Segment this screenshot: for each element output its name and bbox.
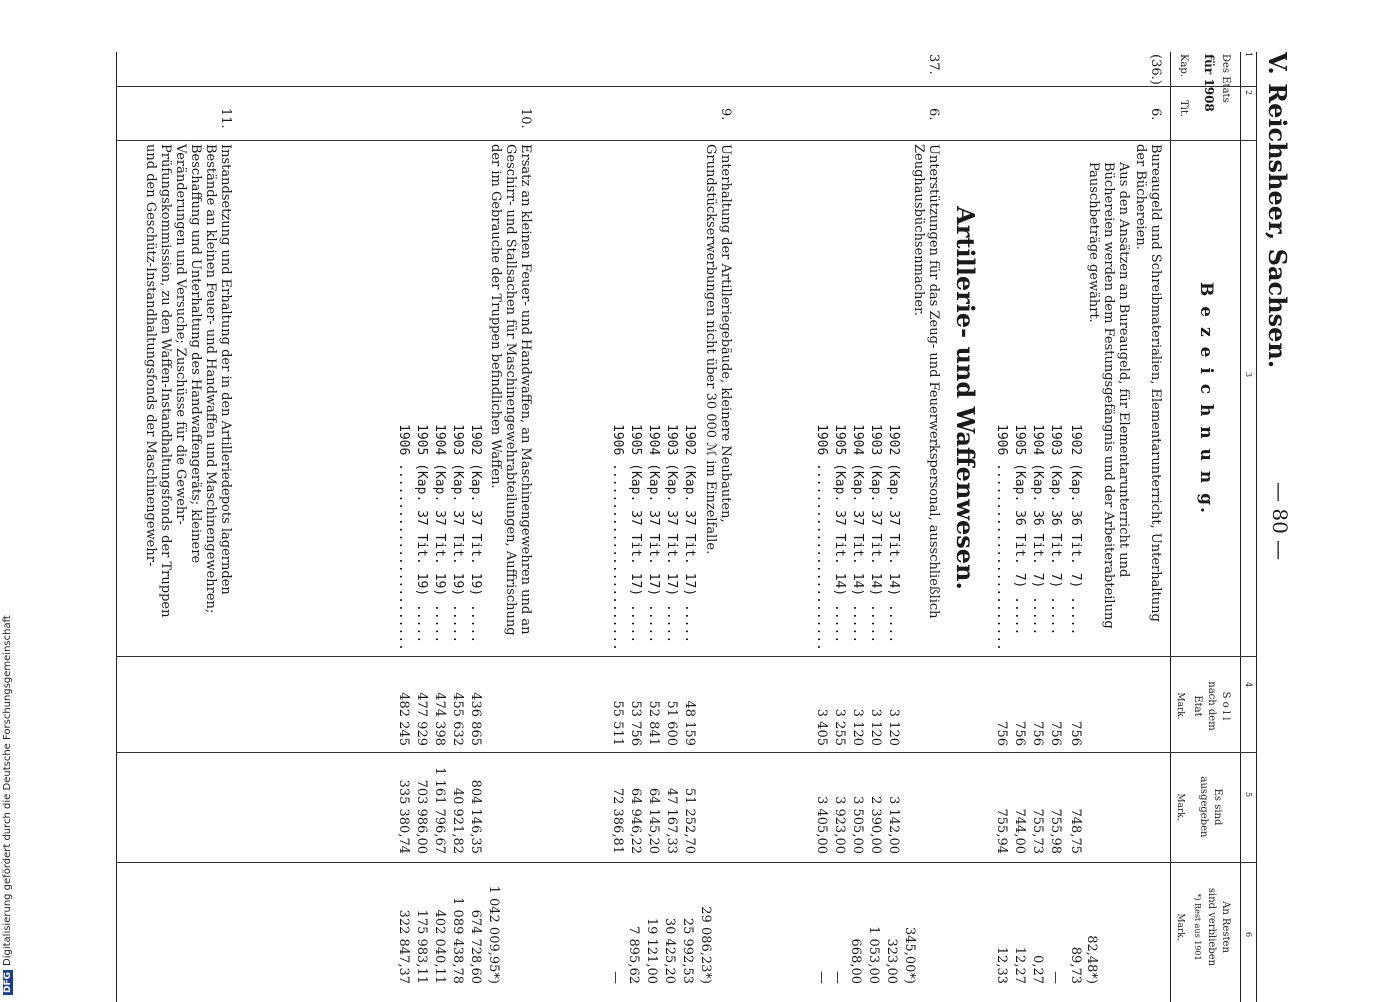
head-ausgegeben-2: ausgegeben xyxy=(1198,776,1209,838)
ausgegeben-value: 72 386,81 xyxy=(610,787,625,854)
dfg-logo: DFG xyxy=(3,971,13,993)
rest-value: 82,48*) xyxy=(1084,935,1099,984)
entry-row-year: 1905 (Kap. 37 Tit. 17) ..... xyxy=(628,424,643,644)
soll-value: 756 xyxy=(1012,721,1027,746)
rest-value: 1 089 438,78 xyxy=(450,897,465,984)
head-des-etats: Des Etats xyxy=(1220,54,1231,103)
rest-value: 345,00*) xyxy=(902,926,917,984)
entry-row-year: 1906 ........................ xyxy=(814,424,829,651)
soll-value: 756 xyxy=(1048,721,1063,746)
entry-tit: 11. xyxy=(218,108,233,129)
head-soll-3: Etat xyxy=(1192,695,1203,717)
rule-v-2 xyxy=(117,140,1257,141)
head-fuer-1908: für 1908 xyxy=(1202,54,1216,112)
entry-kap: (36.) xyxy=(1148,54,1163,85)
soll-value: 482 245 xyxy=(396,692,411,746)
col-num-5: 5 xyxy=(1244,792,1253,798)
rest-value: 12,27 xyxy=(1012,946,1027,984)
entry-description: Unterhaltung der Artilleriegebäude, kleinere Neubauten, Grundstückserwerbungen nicht über 30 000 ℳ im Einzelfalle. xyxy=(703,144,733,555)
soll-value: 3 120 xyxy=(868,708,883,746)
ausgegeben-value: 3 505,00 xyxy=(850,796,865,854)
soll-value: 48 159 xyxy=(682,700,697,746)
rule-v-3 xyxy=(117,656,1257,657)
ausgegeben-value: 3 142,00 xyxy=(886,796,901,854)
entry-row-year: 1905 (Kap. 36 Tit. 7) ..... xyxy=(1012,424,1027,636)
rest-value: 25 992,53 xyxy=(680,917,695,984)
entry-row-year: 1902 (Kap. 37 Tit. 19) ..... xyxy=(468,424,483,644)
soll-value: 436 865 xyxy=(468,692,483,746)
rest-value: 1 053,00 xyxy=(866,926,881,984)
rest-value: — xyxy=(608,971,623,984)
entry-row-year: 1903 (Kap. 37 Tit. 17) ..... xyxy=(664,424,679,644)
rest-value: 12,33 xyxy=(994,946,1009,984)
rotated-table-page xyxy=(113,52,1313,1002)
soll-value: 756 xyxy=(1068,721,1083,746)
rest-value: 674 728,60 xyxy=(468,909,483,984)
digitization-credit xyxy=(2,0,16,995)
entry-row-year: 1902 (Kap. 36 Tit. 7) ..... xyxy=(1068,424,1083,636)
col-num-4: 4 xyxy=(1244,682,1253,688)
rest-value: 29 086,23*) xyxy=(698,906,713,984)
soll-value: 52 841 xyxy=(646,700,661,746)
head-resten: An Resten xyxy=(1220,901,1231,953)
ausgegeben-value: 755,98 xyxy=(1048,808,1063,854)
entry-description: Ersatz an kleinen Feuer- und Handwaffen, an Maschinengewehren und an Geschirr- und Stallsachen für Maschinengewehrabteilungen, Auffrischung der im Gebrauche der Truppen befindlichen Waffen. xyxy=(488,144,533,636)
entry-row-year: 1905 (Kap. 37 Tit. 19) ..... xyxy=(414,424,429,644)
ausgegeben-value: 64 145,20 xyxy=(646,787,661,854)
rest-value: 19 121,00 xyxy=(644,917,659,984)
rule-bottom xyxy=(116,52,117,1002)
rest-value: 175 983,11 xyxy=(414,909,429,984)
entry-description: Bureaugeld und Schreibmaterialien, Elementarunterricht, Unterhaltung der Büchereien. xyxy=(1133,144,1163,622)
col-num-2: 2 xyxy=(1244,90,1253,96)
entry-description: Unterstützungen für das Zeug- und Feuerwerkspersonal, ausschließlich Zeughausbüchsenmacher. xyxy=(911,144,941,619)
entry-row-year: 1904 (Kap. 37 Tit. 19) ..... xyxy=(432,424,447,644)
entry-row-year: 1906 ........................ xyxy=(994,424,1009,651)
head-tit: Tit. xyxy=(1178,100,1189,118)
ausgegeben-value: 2 390,00 xyxy=(868,796,883,854)
entry-tit: 6. xyxy=(1148,108,1163,121)
ausgegeben-value: 755,94 xyxy=(994,808,1009,854)
head-ausg-mark: Mark. xyxy=(1175,793,1185,821)
ausgegeben-value: 51 252,70 xyxy=(682,787,697,854)
soll-value: 756 xyxy=(1030,721,1045,746)
rest-value: — xyxy=(830,971,845,984)
entry-note: Aus den Ansätzen an Bureaugeld, für Elementarunterricht und Büchereien werden dem Festungsgefängnis und der Arbeiterabteilung Pauschbeträge gewährt. xyxy=(1086,162,1131,629)
entry-description: Instandsetzung und Erhaltung der in den Artilleriedepots lagernden Bestände an kleinen Feuer- und Handwaffen und Maschinengewehren; Beschaffung und Unterhaltung des Handwaffengeräts; kleinere Veränderungen und Versuche; Zuschüsse für die Gewehr-Prüfungskommission, zu den Waffen-Instandhaltungsfonds der Truppen und den Geschütz-Instandhaltungsfonds der Maschinengewehr- xyxy=(143,144,233,618)
ausgegeben-value: 755,73 xyxy=(1030,808,1045,854)
entry-kap: 37. xyxy=(926,54,941,75)
entry-row-year: 1904 (Kap. 37 Tit. 17) ..... xyxy=(646,424,661,644)
ausgegeben-value: 748,75 xyxy=(1068,808,1083,854)
soll-value: 55 511 xyxy=(610,700,625,746)
rule-col-numbers xyxy=(1240,52,1241,1002)
ausgegeben-value: 40 921,82 xyxy=(450,787,465,854)
rest-value: 322 847,37 xyxy=(396,909,411,984)
head-ausgegeben: Es sind xyxy=(1212,788,1223,826)
ausgegeben-value: 3 923,00 xyxy=(832,796,847,854)
page-header: V. Reichsheer, Sachsen. xyxy=(1263,52,1292,369)
rest-value: 323,00 xyxy=(884,938,899,984)
head-rest-mark: Mark. xyxy=(1175,913,1185,941)
entry-row-year: 1906 ........................ xyxy=(610,424,625,651)
rest-value: 402 040,11 xyxy=(432,909,447,984)
ausgegeben-value: 3 405,00 xyxy=(814,796,829,854)
rule-v-1 xyxy=(117,86,1257,87)
entry-row-year: 1903 (Kap. 37 Tit. 14) ..... xyxy=(868,424,883,644)
rest-value: 89,73 xyxy=(1068,946,1083,984)
soll-value: 3 405 xyxy=(814,708,829,746)
rule-v-4 xyxy=(117,752,1257,753)
soll-value: 455 632 xyxy=(450,692,465,746)
section-title: Artillerie- und Waffenwesen. xyxy=(951,206,980,590)
rest-value: 668,00 xyxy=(848,938,863,984)
head-resten-2: sind verblieben xyxy=(1206,887,1217,967)
soll-value: 756 xyxy=(994,721,1009,746)
head-kap: Kap. xyxy=(1178,54,1189,78)
soll-value: 477 929 xyxy=(414,692,429,746)
rest-value: 7 895,62 xyxy=(626,926,641,984)
entry-row-year: 1902 (Kap. 37 Tit. 14) ..... xyxy=(886,424,901,644)
rest-value: — xyxy=(1048,971,1063,984)
rest-value: 1 042 009,95*) xyxy=(486,885,501,984)
ausgegeben-value: 1 161 796,67 xyxy=(432,767,447,854)
rest-value: 30 425,20 xyxy=(662,917,677,984)
ausgegeben-value: 47 167,33 xyxy=(664,787,679,854)
col-num-1: 1 xyxy=(1244,52,1253,58)
entry-row-year: 1903 (Kap. 36 Tit. 7) ..... xyxy=(1048,424,1063,636)
head-bezeichnung: B e z e i c h n u n g. xyxy=(1196,282,1216,515)
ausgegeben-value: 335 380,74 xyxy=(396,779,411,854)
entry-row-year: 1903 (Kap. 37 Tit. 19) ..... xyxy=(450,424,465,644)
soll-value: 53 756 xyxy=(628,700,643,746)
rule-under-heads xyxy=(1170,52,1171,1002)
rest-value: — xyxy=(814,971,829,984)
entry-tit: 9. xyxy=(718,108,733,121)
head-soll-2: nach dem xyxy=(1206,681,1217,731)
soll-value: 3 120 xyxy=(886,708,901,746)
entry-tit: 10. xyxy=(518,108,533,129)
entry-row-year: 1905 (Kap. 37 Tit. 14) ..... xyxy=(832,424,847,644)
soll-value: 474 398 xyxy=(432,692,447,746)
entry-row-year: 1904 (Kap. 37 Tit. 14) ..... xyxy=(850,424,865,644)
rest-value: 0,27 xyxy=(1030,955,1045,984)
entry-row-year: 1902 (Kap. 37 Tit. 17) ..... xyxy=(682,424,697,644)
col-num-3: 3 xyxy=(1244,372,1253,378)
soll-value: 51 600 xyxy=(664,700,679,746)
rule-v-5 xyxy=(117,862,1257,863)
soll-value: 3 255 xyxy=(832,708,847,746)
head-soll: S o l l xyxy=(1220,691,1231,721)
ausgegeben-value: 744,00 xyxy=(1012,808,1027,854)
head-soll-mark: Mark. xyxy=(1175,692,1185,720)
entry-tit: 6. xyxy=(926,108,941,121)
credit-text: Digitalisierung gefördert durch die Deutsche Forschungsgemeinschaft xyxy=(2,615,13,966)
entry-row-year: 1904 (Kap. 36 Tit. 7) ..... xyxy=(1030,424,1045,636)
rule-top xyxy=(1256,52,1257,1002)
ausgegeben-value: 64 946,22 xyxy=(628,787,643,854)
col-num-6: 6 xyxy=(1244,932,1253,938)
ausgegeben-value: 703 986,00 xyxy=(414,779,429,854)
page-number: — 80 — xyxy=(1268,482,1292,561)
head-resten-3: *) Rest aus 1901 xyxy=(1193,893,1202,961)
ausgegeben-value: 804 146,35 xyxy=(468,779,483,854)
entry-row-year: 1906 ........................ xyxy=(396,424,411,651)
soll-value: 3 120 xyxy=(850,708,865,746)
